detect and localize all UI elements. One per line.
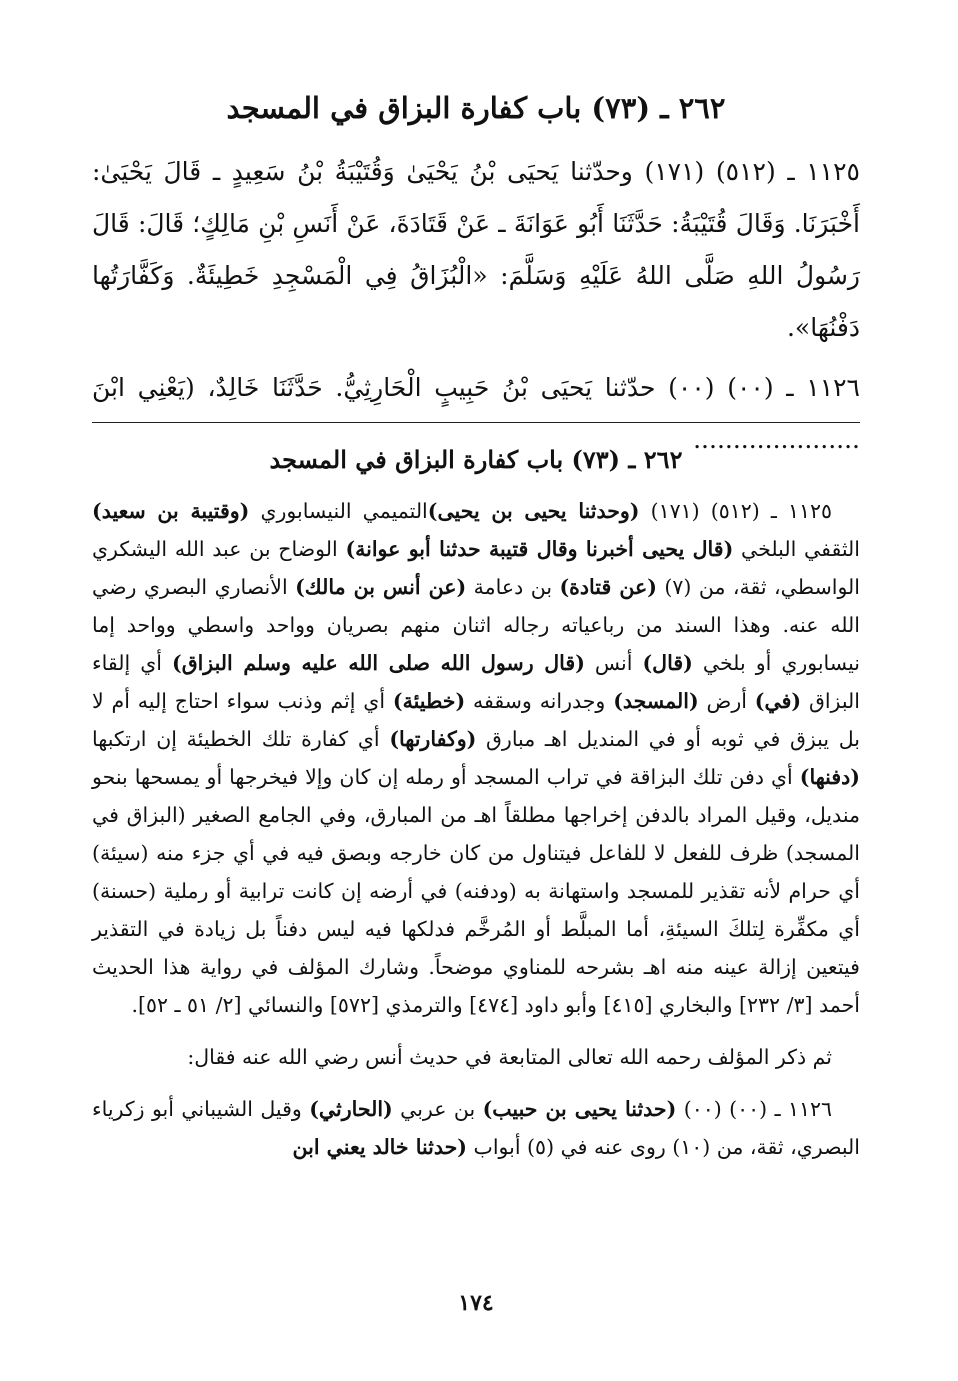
- text-run: أي دفن تلك البزاقة في تراب المسجد أو رمله إن كان وإلا فيخرجها أو يمسحها بنحو منديل، وقيل المراد بالدفن إخراجها مطلقاً اهـ من المبارق، وفي الجامع الصغير (البزاق في المسجد) ظرف للفعل لا للفاعل فيتناول من كان خارجه وبصق فيه في أي جزء منه (سيئة) أي حرام لأنه تقذير للمسجد واستهانة به (ودفنه) في أرضه إن كانت ترابية أو رملية (حسنة) أي مكفِّرة لِتلكَ السيئةِ، أما المبلَّط أو المُرخَّم فدلكها فيه ليس دفناً بل زيادة في التقذير فيتعين إزالة عينه منه اهـ بشرحه للمناوي موضحاً. وشارك المؤلف في رواية هذا الحديث أحمد [٣/ ٢٣٢] والبخاري [٤١٥] وأبو داود [٤٧٤] والترمذي [٥٧٢] والنسائي [٢/ ٥١ ـ ٥٢].: [92, 765, 860, 1017]
- bold-run: (قال): [642, 651, 693, 675]
- text-run: بن دعامة: [466, 575, 560, 599]
- bold-run: (عن قتادة): [559, 575, 657, 599]
- text-run: الثقفي البلخي: [733, 537, 860, 561]
- bold-run: (خطيئة): [392, 689, 466, 713]
- commentary-paragraph-1125: [92, 492, 860, 1024]
- text-run: الوضاح بن عبد الله اليشكري الواسطي، ثقة، من (٧): [92, 537, 860, 599]
- bold-run: (دفنها): [799, 765, 860, 789]
- text-run: ١١٢٦ ـ (٠٠) (٠٠): [676, 1097, 833, 1121]
- text-run: أنس: [584, 651, 643, 675]
- bold-run: (عن أنس بن مالك): [295, 575, 467, 599]
- commentary-transition: ثم ذكر المؤلف رحمه الله تعالى المتابعة في حديث أنس رضي الله عنه فقال:: [187, 1045, 832, 1069]
- hadith-1125: ١١٢٥ ـ (٥١٢) (١٧١) وحدّثنا يَحيَى بْنُ يَحْيَىٰ وَقُتَيْبَةُ بْنُ سَعِيدٍ ـ قَالَ يَحْيَىٰ: أَخْبَرَنَا. وَقَالَ قُتَيْبَةُ: حَدَّثَنَا أَبُو عَوَانَةَ ـ عَنْ قَتَادَةَ، عَنْ أَنَسِ بْنِ مَالِكٍ؛ قَالَ: قَالَ رَسُولُ اللهِ صَلَّى اللهُ عَلَيْهِ وَسَلَّمَ: «الْبُزَاقُ فِي الْمَسْجِدِ خَطِيئَةٌ. وَكَفَّارَتُها دَفْنُهَا».: [92, 157, 860, 342]
- bold-run: (حدثنا خالد يعني ابن: [292, 1135, 468, 1159]
- bold-run: (قال يحيى أخبرنا وقال قتيبة حدثنا أبو عوانة): [345, 537, 734, 561]
- page-number: ١٧٤: [458, 1290, 494, 1316]
- text-run: بن عربي: [392, 1097, 483, 1121]
- commentary-title: ٢٦٢ ـ (٧٣) باب كفارة البزاق في المسجد: [269, 445, 683, 474]
- text-run: أرض: [698, 689, 755, 713]
- chapter-title: ٢٦٢ ـ (٧٣) باب كفارة البزاق في المسجد: [226, 91, 726, 125]
- commentary-text: [92, 492, 860, 1166]
- text-run: وجدرانه وسقفه: [465, 689, 614, 713]
- text-run: وقيل الشيباني أبو زكرياء البصري، ثقة، من (١٠) روى عنه في (٥) أبواب: [92, 1097, 860, 1159]
- text-run: التميمي النيسابوري: [249, 499, 428, 523]
- separator-rule: [92, 422, 860, 423]
- hadith-1126-text: ١١٢٦ ـ (٠٠) (٠٠) حدّثنا يَحيَى بْنُ حَبِيبٍ الْحَارِثِيُّ. حَدَّثَنَا خَالِدٌ، (يَعْنِي ابْنَ: [92, 373, 860, 402]
- bold-run: (وقتيبة بن سعيد): [92, 499, 250, 523]
- continuation-dots: .....................: [693, 425, 860, 454]
- bold-run: (وكفارتها): [389, 727, 477, 751]
- bold-run: (في): [754, 689, 802, 713]
- text-run: أي كفارة تلك الخطيئة إن ارتكبها: [92, 727, 390, 751]
- bold-run: (المسجد): [613, 689, 699, 713]
- bold-run: (حدثنا يحيى بن حبيب): [482, 1097, 677, 1121]
- commentary-paragraph-1126: [92, 1090, 860, 1166]
- text-run: ١١٢٥ ـ (٥١٢) (١٧١): [639, 499, 833, 523]
- matn-text: [92, 146, 860, 466]
- text-run: أي إلقاء البزاق: [92, 651, 860, 713]
- text-run: الأنصاري البصري رضي الله عنه. وهذا السند من رباعياته رجاله اثنان منهم بصريان وواحد واسطي وواحد إما نيسابوري أو بلخي: [92, 575, 860, 675]
- text-run: أي إثم وذنب سواء احتاج إليه أم لا بل يبزق في ثوبه أو في المنديل اهـ مبارق: [92, 689, 860, 751]
- bold-run: (الحارثي): [309, 1097, 393, 1121]
- bold-run: (قال رسول الله صلى الله عليه وسلم البزاق): [172, 651, 585, 675]
- bold-run: (وحدثنا يحيى بن يحيى): [427, 499, 640, 523]
